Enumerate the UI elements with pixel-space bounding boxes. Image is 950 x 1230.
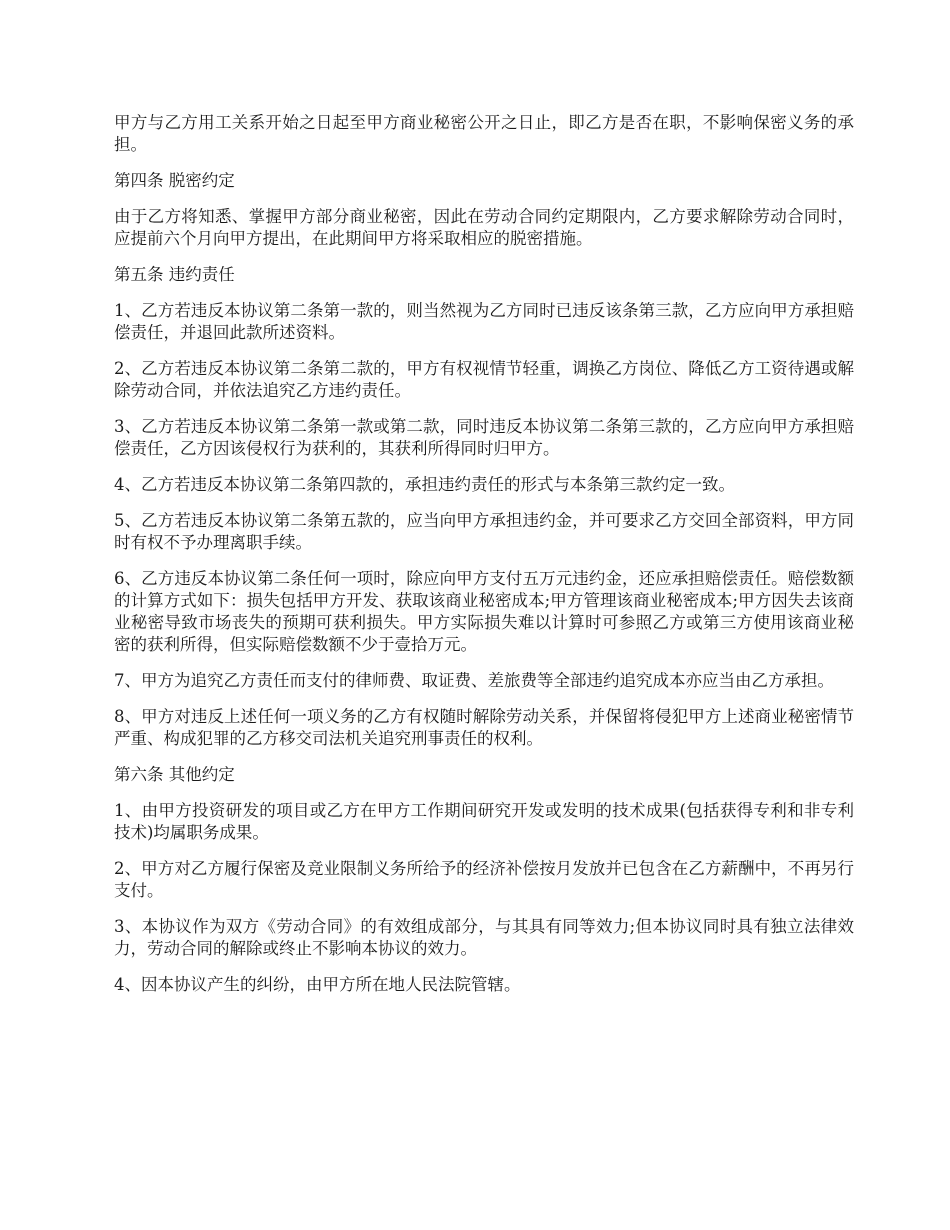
paragraph-other-2: 2、甲方对乙方履行保密及竞业限制义务所给予的经济补偿按月发放并已包含在乙方薪酬中，不再另行支付。 xyxy=(114,859,854,900)
paragraph-liability-1: 1、乙方若违反本协议第二条第一款的，则当然视为乙方同时已违反该条第三款，乙方应向甲方承担赔偿责任，并退回此款所述资料。 xyxy=(114,301,854,342)
paragraph-liability-6: 6、乙方违反本协议第二条任何一项时，除应向甲方支付五万元违约金，还应承担赔偿责任。赔偿数额的计算方式如下：损失包括甲方开发、获取该商业秘密成本;甲方管理该商业秘密成本;甲方因失去该商业秘密导致市场丧失的预期可获利损失。甲方实际损失难以计算时可参照乙方或第三方使用该商业秘密的获利所得，但实际赔偿数额不少于壹拾万元。 xyxy=(114,569,854,654)
document-page xyxy=(114,112,854,1010)
paragraph-liability-7: 7、甲方为追究乙方责任而支付的律师费、取证费、差旅费等全部违约追究成本亦应当由乙方承担。 xyxy=(114,671,834,690)
heading-article-4: 第四条 脱密约定 xyxy=(114,171,235,190)
paragraph-liability-5: 5、乙方若违反本协议第二条第五款的，应当向甲方承担违约金，并可要求乙方交回全部资料，甲方同时有权不予办理离职手续。 xyxy=(114,511,854,552)
paragraph-declassification: 由于乙方将知悉、掌握甲方部分商业秘密，因此在劳动合同约定期限内，乙方要求解除劳动合同时，应提前六个月向甲方提出，在此期间甲方将采取相应的脱密措施。 xyxy=(114,207,854,248)
heading-article-6: 第六条 其他约定 xyxy=(114,765,235,784)
paragraph-other-3: 3、本协议作为双方《劳动合同》的有效组成部分，与其具有同等效力;但本协议同时具有独立法律效力，劳动合同的解除或终止不影响本协议的效力。 xyxy=(114,917,854,958)
heading-article-5: 第五条 违约责任 xyxy=(114,265,235,284)
paragraph-liability-4: 4、乙方若违反本协议第二条第四款的，承担违约责任的形式与本条第三款约定一致。 xyxy=(114,475,735,494)
paragraph-other-1: 1、由甲方投资研发的项目或乙方在甲方工作期间研究开发或发明的技术成果(包括获得专利和非专利技术)均属职务成果。 xyxy=(114,801,854,842)
paragraph-other-4: 4、因本协议产生的纠纷，由甲方所在地人民法院管辖。 xyxy=(114,975,521,994)
paragraph-liability-2: 2、乙方若违反本协议第二条第二款的，甲方有权视情节轻重，调换乙方岗位、降低乙方工资待遇或解除劳动合同，并依法追究乙方违约责任。 xyxy=(114,359,854,400)
paragraph-liability-3: 3、乙方若违反本协议第二条第一款或第二款，同时违反本协议第二条第三款的，乙方应向甲方承担赔偿责任，乙方因该侵权行为获利的，其获利所得同时归甲方。 xyxy=(114,417,854,458)
paragraph-confidentiality-period: 甲方与乙方用工关系开始之日起至甲方商业秘密公开之日止，即乙方是否在职，不影响保密义务的承担。 xyxy=(114,113,854,154)
paragraph-liability-8: 8、甲方对违反上述任何一项义务的乙方有权随时解除劳动关系，并保留将侵犯甲方上述商业秘密情节严重、构成犯罪的乙方移交司法机关追究刑事责任的权利。 xyxy=(114,707,854,748)
